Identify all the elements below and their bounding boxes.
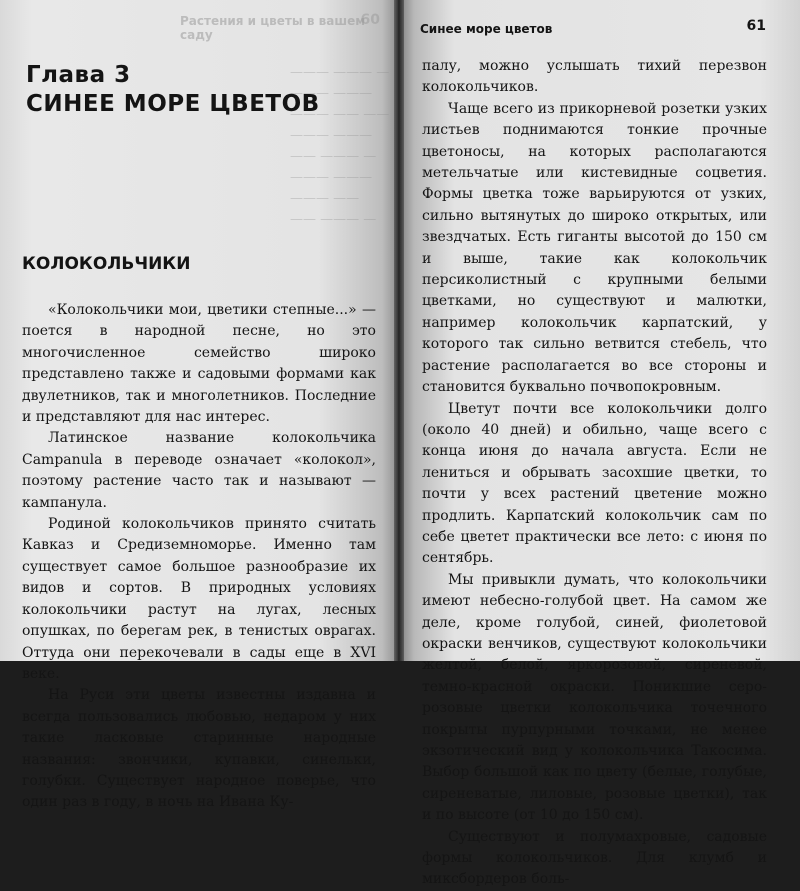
section-heading: КОЛОКОЛЬЧИКИ [22,254,191,274]
left-page-number: 60 [360,12,380,28]
paragraph: Цветут почти все колокольчики долго (около 40 дней) и обильно, чаще всего с конца июня до начала августа. Если не лениться и обрывать засохшие цветки, то почти у всех растений цветение можно продлить. Карпатский колокольчик сам по себе цветет практически все лето: с июня по сентябрь. [422,400,767,567]
paragraph: Чаще всего из прикорневой розетки узких листьев поднимаются тонкие прочные цветоносы, на которых располагаются метельчатые или кистевидные соцветия. Формы цветка тоже варьируются от узких, сильно вытянутых до широко открытых, или звездчатых. Есть гиганты высотой до 150 см и выше, такие как колокольчик персиколистный с крупными белыми цветками, но существуют и малютки, например колокольчик карпатский, у которого так сильно ветвится стебель, что растение располагается во все стороны и становится буквально почвопокровным. [422,100,767,396]
paragraph: палу, можно услышать тихий перезвон колокольчиков. [422,58,767,96]
bleed-through-text: ——— ——— — ——— ——— ——— —— —— ——— ——— —— ——— — ——— ——— ——— —— —— ——— — [290,65,390,227]
paragraph: Существуют и полумахровые, садовые формы колокольчиков. Для клумб и миксбордеров боль- [422,828,767,888]
paragraph: «Колокольчики мои, цветики степные...» — поется в народной песне, но это многочисленное семейство широко представлено также и садовыми формами как двулетников, так и многолетников. Последние и представляют для нас интерес. [22,302,376,426]
book-gutter [394,0,404,661]
paragraph: На Руси эти цветы известны издавна и всегда пользовались любовью, недаром у них такие ласковые старинные народные названия: звончики, купавки, синельки, голубки. Существует народное поверье, что один раз в году, в ночь на Ивана Ку- [22,687,376,811]
left-running-head: Растения и цветы в вашем саду [180,14,366,42]
right-running-head: Синее море цветов [420,22,553,36]
chapter-label: Глава 3 [26,62,131,88]
paragraph: Родиной колокольчиков принято считать Кавказ и Средиземноморье. Именно там существует самое большое разнообразие их видов и сортов. В природных условиях колокольчики растут на лугах, лесных опушках, по берегам рек, в тенистых оврагах. Оттуда они перекочевали в сады еще в XVI веке. [22,516,376,682]
chapter-title: СИНЕЕ МОРЕ ЦВЕТОВ [26,91,320,117]
left-page [0,0,398,811]
right-page-number: 61 [746,18,766,34]
left-body-text [22,300,376,814]
paragraph: Латинское название колокольчика Campanula в переводе означает «колокол», поэтому растение часто так и называют — кампанула. [22,430,376,511]
right-body-text [422,56,767,891]
right-page [398,0,800,888]
paragraph: Мы привыкли думать, что колокольчики имеют небесно-голубой цвет. На самом же деле, кроме голубой, синей, фиолетовой окраски венчиков, существуют колокольчики желтой, белой, яркорозовой, сиреневой, темно-красной окраски. Поникшие серо-розовые цветки колокольчика точечного покрыты пурпурными точками, не менее экзотический вид у колокольчика Такосима. Выбор большой как по цвету (белые, голубые, сиреневатые, лиловые, розовые цветки), так и по высоте (от 10 до 150 см). [422,571,767,824]
